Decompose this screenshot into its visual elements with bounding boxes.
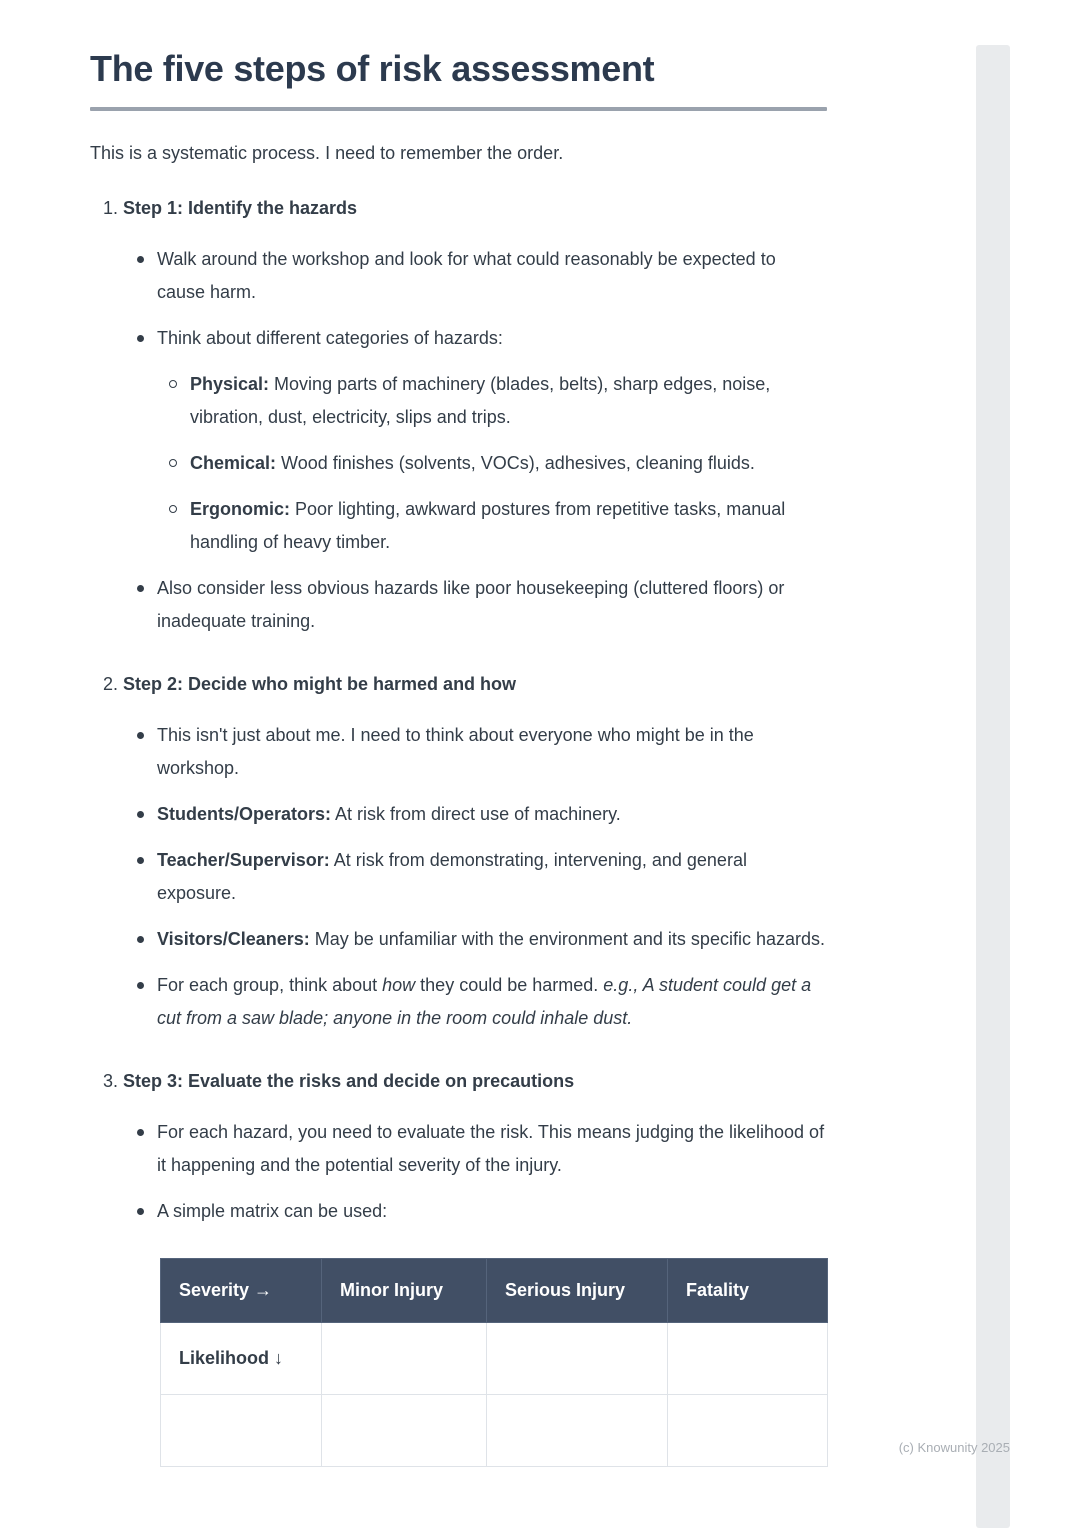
matrix-cell <box>322 1395 487 1467</box>
category-label: Ergonomic: <box>190 499 291 520</box>
sub-list-item-text <box>190 493 827 559</box>
category-text: Moving parts of machinery (blades, belts), sharp edges, noise, vibration, dust, electricity, slips and trips. <box>190 374 771 428</box>
list-number: 3. <box>103 1071 119 1092</box>
matrix-cell <box>322 1323 487 1395</box>
list-item-text: Walk around the workshop and look for what could reasonably be expected to cause harm. <box>157 249 776 303</box>
list-item <box>123 1195 827 1228</box>
list-item <box>123 923 827 956</box>
sub-list-item <box>123 493 827 559</box>
step-3-item <box>90 1065 827 1467</box>
list-number: 2. <box>103 674 119 695</box>
list-item-text: This isn't just about me. I need to think about everyone who might be in the workshop. <box>157 725 754 779</box>
bullet-marker <box>137 982 144 989</box>
step-1-bullets <box>123 243 827 638</box>
step-1-content <box>123 192 827 638</box>
matrix-row <box>161 1395 828 1467</box>
sub-list-item-text <box>190 368 827 434</box>
matrix-header-severity: Severity → <box>161 1259 322 1323</box>
category-label: Physical: <box>190 374 270 395</box>
list-item <box>123 243 827 309</box>
list-item <box>123 969 827 1035</box>
list-item <box>123 798 827 831</box>
step-2-item <box>90 668 827 1035</box>
text-segment: For each group, think about <box>157 975 383 996</box>
list-item <box>123 1116 827 1182</box>
list-item <box>123 572 827 638</box>
document-body <box>90 48 827 1467</box>
matrix-cell <box>487 1395 668 1467</box>
title-divider <box>90 107 827 111</box>
matrix-row <box>161 1323 828 1395</box>
bullet-marker <box>137 1129 144 1136</box>
group-label: Visitors/Cleaners: <box>157 929 310 950</box>
matrix-header-serious-injury: Serious Injury <box>487 1259 668 1323</box>
text-segment: they could be harmed. <box>415 975 604 996</box>
scrollbar[interactable] <box>976 45 1010 1528</box>
matrix-cell <box>487 1323 668 1395</box>
sub-list-item <box>123 368 827 434</box>
page-title: The five steps of risk assessment <box>90 48 655 89</box>
list-item-text: A simple matrix can be used: <box>157 1201 388 1222</box>
group-text: At risk from demonstrating, intervening, and general exposure. <box>157 850 747 904</box>
category-text: Wood finishes (solvents, VOCs), adhesives, cleaning fluids. <box>276 453 755 474</box>
list-item-text: For each hazard, you need to evaluate the risk. This means judging the likelihood of it happening and the potential severity of the injury. <box>157 1122 825 1176</box>
list-item-text: Think about different categories of hazards: <box>157 328 503 349</box>
list-item <box>123 844 827 910</box>
matrix-cell <box>668 1323 828 1395</box>
matrix-header-fatality: Fatality <box>668 1259 828 1323</box>
step-3-bullets <box>123 1116 827 1228</box>
bullet-marker <box>137 585 144 592</box>
group-text: At risk from direct use of machinery. <box>331 804 621 825</box>
group-text: May be unfamiliar with the environment and its specific hazards. <box>309 929 825 950</box>
step-1-item <box>90 192 827 638</box>
circle-bullet-marker <box>169 459 177 467</box>
italic-text-segment: how <box>382 975 416 996</box>
bullet-marker <box>137 1208 144 1215</box>
matrix-header-minor-injury: Minor Injury <box>322 1259 487 1323</box>
list-item-text: Also consider less obvious hazards like poor housekeeping (cluttered floors) or inadequate training. <box>157 578 785 632</box>
group-label: Teacher/Supervisor: <box>157 850 330 871</box>
step-1-heading: Step 1: Identify the hazards <box>123 198 358 219</box>
bullet-marker <box>137 335 144 342</box>
bullet-marker <box>137 811 144 818</box>
intro-text: This is a systematic process. I need to remember the order. <box>90 143 564 164</box>
list-item <box>123 719 827 785</box>
bullet-marker <box>137 732 144 739</box>
list-number: 1. <box>103 198 119 219</box>
sub-list-item-text <box>190 447 755 480</box>
list-item-text <box>157 844 827 910</box>
watermark: (c) Knowunity 2025 <box>898 1440 1010 1455</box>
list-item-text <box>157 798 621 831</box>
category-label: Chemical: <box>190 453 277 474</box>
circle-bullet-marker <box>169 505 177 513</box>
group-label: Students/Operators: <box>157 804 332 825</box>
hazard-categories-list <box>123 368 827 559</box>
step-2-heading: Step 2: Decide who might be harmed and how <box>123 674 517 695</box>
category-text: Poor lighting, awkward postures from repetitive tasks, manual handling of heavy timber. <box>190 499 786 553</box>
sub-list-item <box>123 447 827 480</box>
risk-matrix <box>160 1258 827 1467</box>
circle-bullet-marker <box>169 380 177 388</box>
step-2-content <box>123 668 827 1035</box>
matrix-cell <box>668 1395 828 1467</box>
matrix-header-row <box>161 1259 828 1323</box>
step-3-heading: Step 3: Evaluate the risks and decide on precautions <box>123 1071 575 1092</box>
bullet-marker <box>137 857 144 864</box>
step-3-content <box>123 1065 827 1467</box>
matrix-row-label: Likelihood ↓ <box>161 1323 322 1395</box>
risk-matrix-table <box>160 1258 828 1467</box>
matrix-row-label <box>161 1395 322 1467</box>
steps-list <box>90 192 827 1467</box>
step-2-bullets <box>123 719 827 1035</box>
list-item <box>123 322 827 355</box>
italic-text-segment: e.g., A student could get a cut from a saw blade; anyone in the room could inhale dust. <box>157 975 812 1029</box>
bullet-marker <box>137 256 144 263</box>
list-item-text <box>157 923 825 956</box>
bullet-marker <box>137 936 144 943</box>
list-item-text <box>157 969 827 1035</box>
